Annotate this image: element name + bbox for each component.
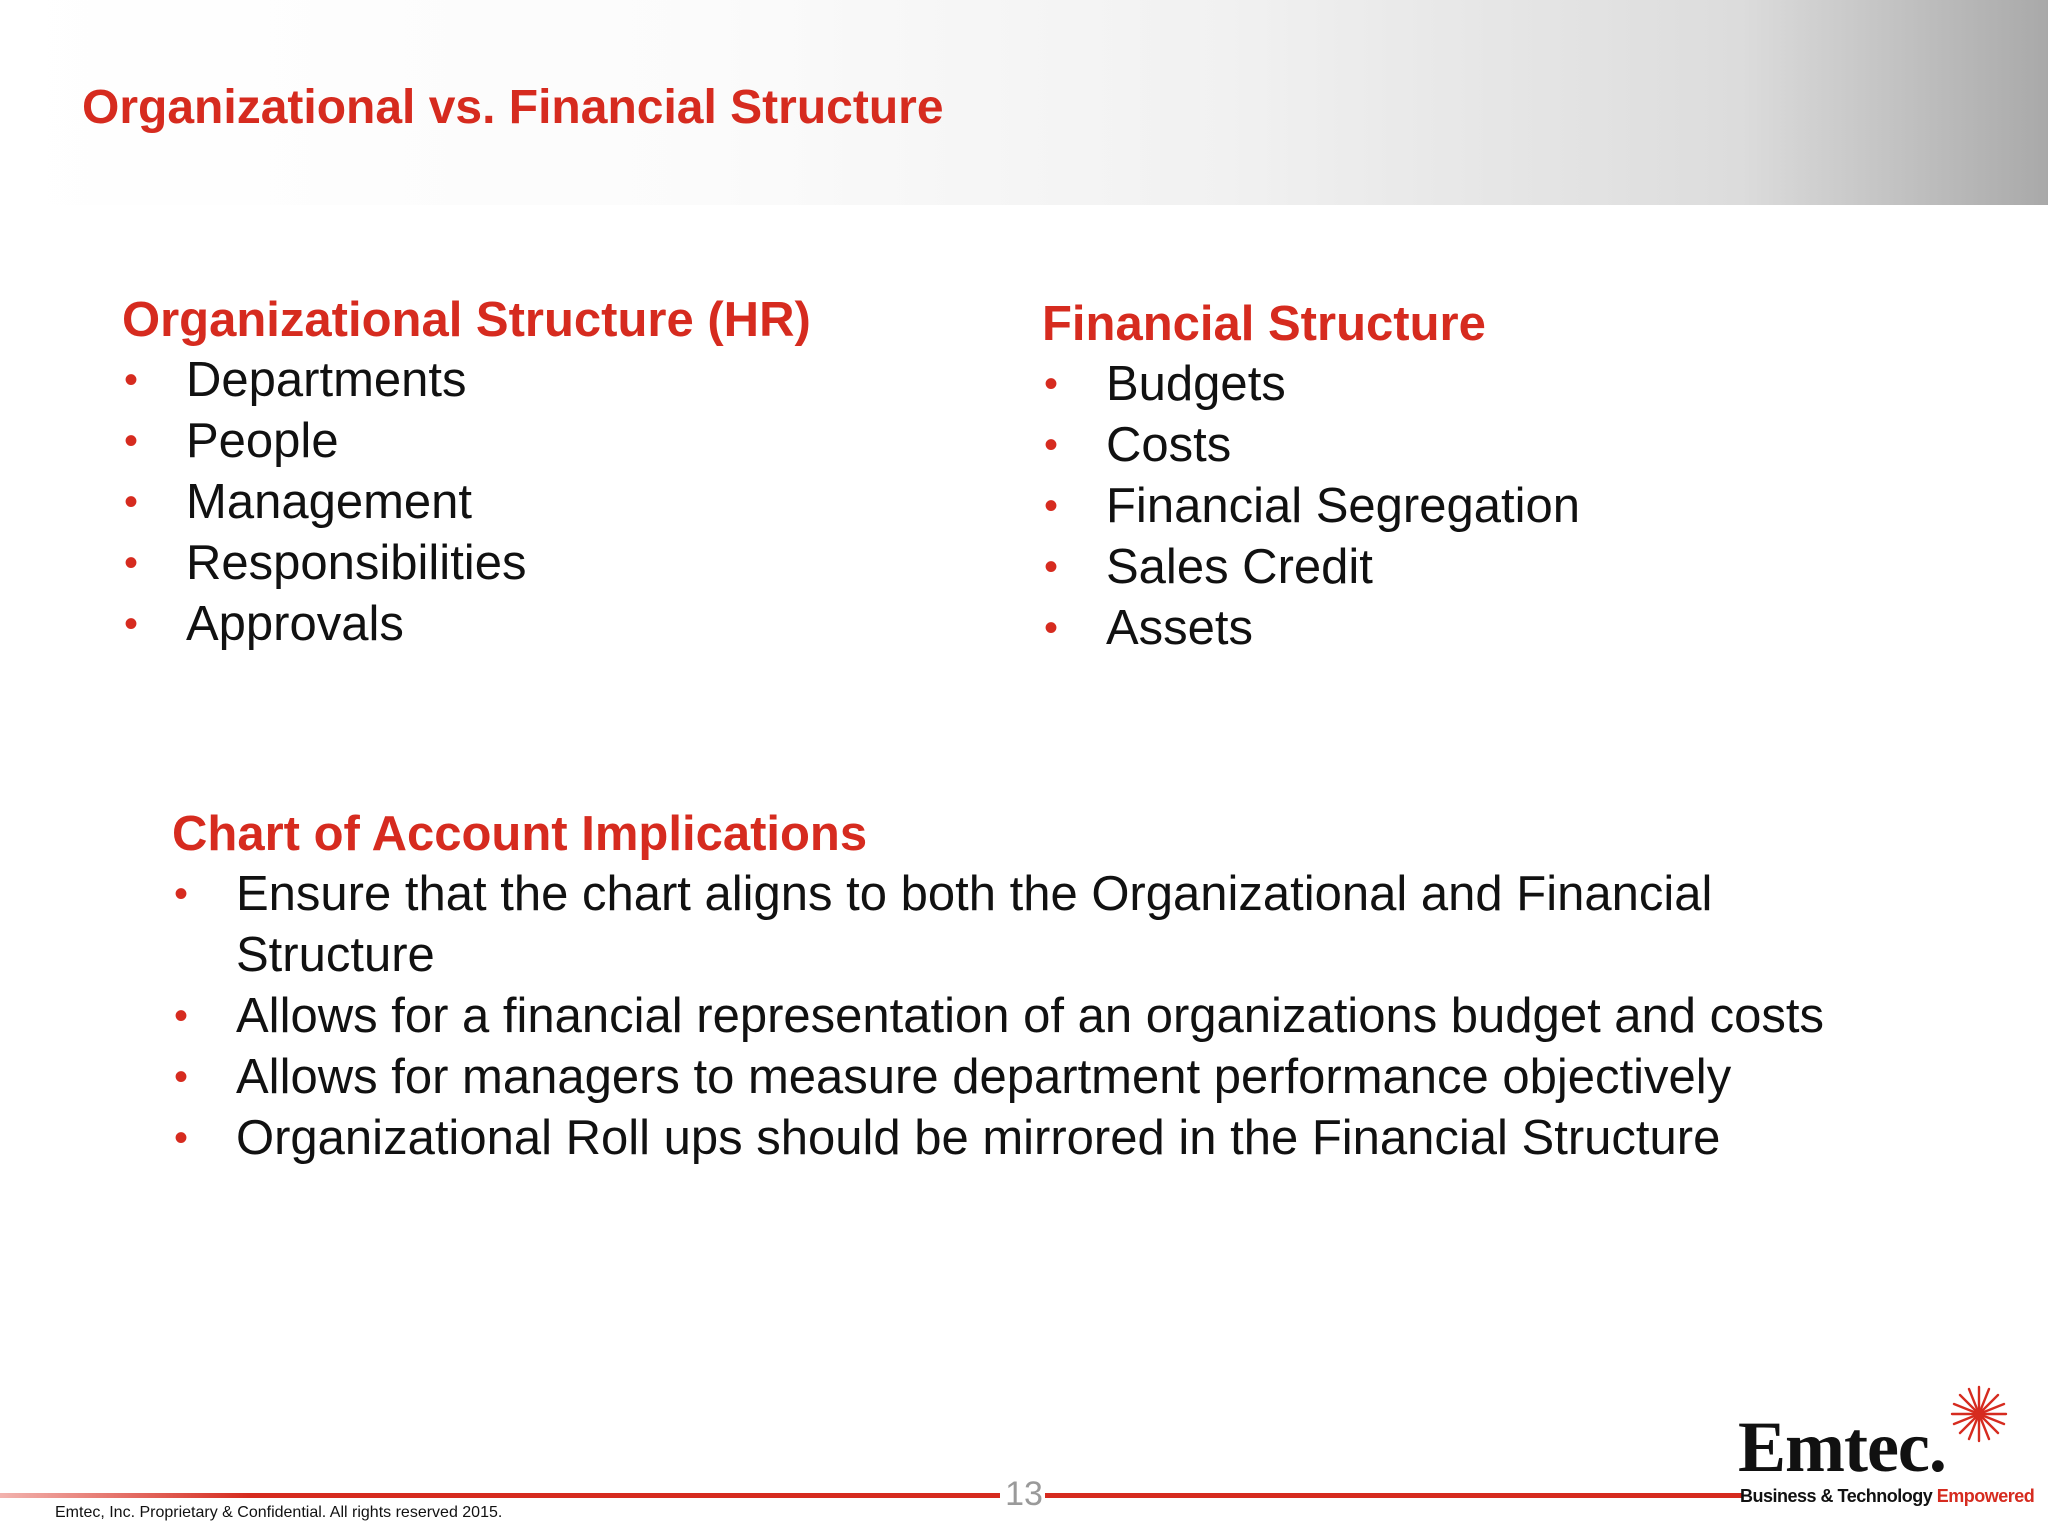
list-item xyxy=(1042,476,1922,537)
footer-divider-left xyxy=(0,1493,1000,1498)
list-item xyxy=(122,411,942,472)
financial-structure-section xyxy=(1042,294,1922,659)
bullet-icon: • xyxy=(124,419,139,463)
list-item-text: Management xyxy=(186,475,473,529)
footer-divider-right xyxy=(1045,1493,1743,1498)
coa-implications-section xyxy=(172,804,1872,1169)
page-number: 13 xyxy=(1005,1475,1043,1513)
list-item-text: Budgets xyxy=(1106,357,1286,411)
bullet-icon: • xyxy=(174,1055,189,1099)
bullet-icon: • xyxy=(1044,484,1059,528)
logo-tagline xyxy=(1740,1486,2034,1507)
logo-tagline-dark: Business & Technology xyxy=(1740,1486,1933,1506)
list-item xyxy=(172,986,1872,1047)
bullet-icon: • xyxy=(1044,362,1059,406)
list-item xyxy=(172,1108,1872,1169)
list-item-text: Departments xyxy=(186,353,467,407)
bullet-icon: • xyxy=(124,541,139,585)
list-item xyxy=(1042,598,1922,659)
list-item-text: People xyxy=(186,414,339,468)
bullet-icon: • xyxy=(124,602,139,646)
list-item-text: Costs xyxy=(1106,418,1232,472)
list-item-text: Sales Credit xyxy=(1106,540,1373,594)
bullet-icon: • xyxy=(124,358,139,402)
org-structure-heading: Organizational Structure (HR) xyxy=(122,293,811,347)
list-item xyxy=(122,533,942,594)
emtec-logo xyxy=(1738,1385,2038,1510)
financial-structure-heading: Financial Structure xyxy=(1042,297,1486,351)
list-item xyxy=(1042,354,1922,415)
org-structure-section xyxy=(122,290,942,655)
list-item-text: Allows for managers to measure department performance objectively xyxy=(236,1050,1732,1104)
list-item xyxy=(1042,415,1922,476)
bullet-icon: • xyxy=(174,994,189,1038)
coa-implications-heading: Chart of Account Implications xyxy=(172,807,868,861)
list-item-text: Assets xyxy=(1106,601,1254,655)
starburst-icon xyxy=(1950,1385,2008,1443)
financial-structure-list xyxy=(1042,354,1922,659)
logo-wordmark: Emtec. xyxy=(1738,1407,1946,1487)
bullet-icon: • xyxy=(1044,423,1059,467)
list-item xyxy=(1042,537,1922,598)
bullet-icon: • xyxy=(174,1116,189,1160)
list-item xyxy=(172,1047,1872,1108)
footer-copyright: Emtec, Inc. Proprietary & Confidential. All rights reserved 2015. xyxy=(55,1504,503,1521)
list-item-text: Responsibilities xyxy=(186,536,527,590)
list-item xyxy=(122,350,942,411)
org-structure-list xyxy=(122,350,942,655)
list-item xyxy=(122,594,942,655)
slide-title: Organizational vs. Financial Structure xyxy=(82,81,944,134)
list-item-text: Financial Segregation xyxy=(1106,479,1580,533)
coa-implications-list xyxy=(172,864,1872,1169)
list-item-text: Allows for a financial representation of an organizations budget and costs xyxy=(236,989,1825,1043)
bullet-icon: • xyxy=(174,872,189,916)
list-item-text: Organizational Roll ups should be mirrored in the Financial Structure xyxy=(236,1111,1721,1165)
logo-tagline-red: Empowered xyxy=(1936,1486,2035,1506)
bullet-icon: • xyxy=(1044,606,1059,650)
bullet-icon: • xyxy=(124,480,139,524)
list-item-text: Approvals xyxy=(186,597,404,651)
list-item xyxy=(122,472,942,533)
bullet-icon: • xyxy=(1044,545,1059,589)
list-item-text: Ensure that the chart aligns to both the Organizational and Financial Structure xyxy=(236,867,1713,982)
list-item xyxy=(172,864,1872,986)
